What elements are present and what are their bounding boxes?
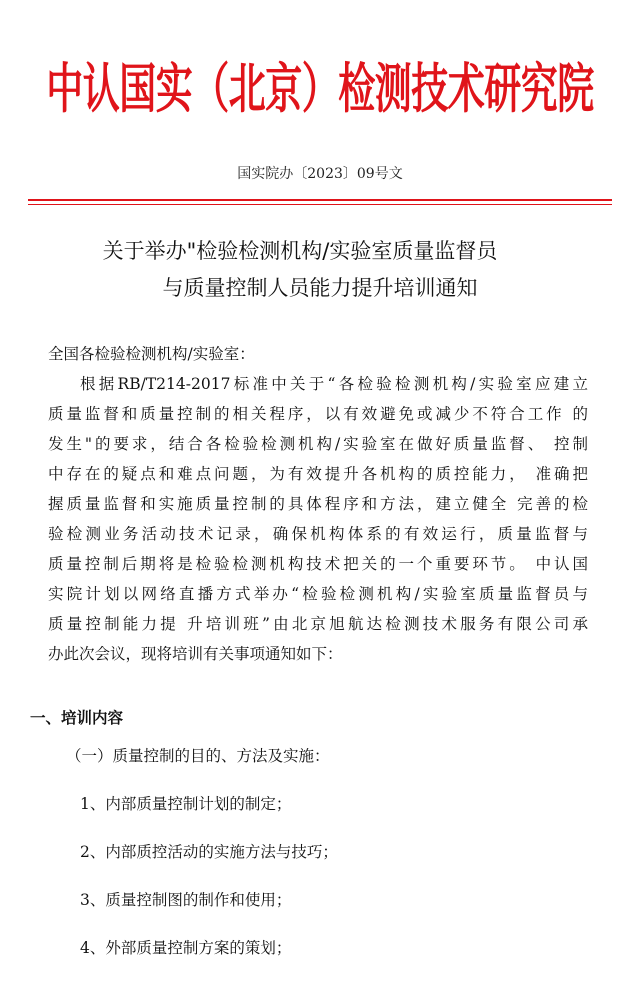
- list-item: 3、质量控制图的制作和使用；: [80, 891, 292, 909]
- intro-line: 质量控制后期将是检验检测机构技术把关的一个重要环节。 中认国: [48, 555, 588, 573]
- notice-title-line-1: 关于举办"检验检测机构/实验室质量监督员: [102, 239, 498, 263]
- masthead-title: 中认国实（北京）检测技术研究院: [46, 56, 594, 120]
- intro-line: 验检测业务活动技术记录，确保机构体系的有效运行，质量监督与: [48, 525, 588, 543]
- intro-line: 实院计划以网络直播方式举办“检验检测机构/实验室质量监督员与: [48, 585, 588, 603]
- list-item: 1、内部质量控制计划的制定；: [80, 795, 292, 813]
- list-item: 4、外部质量控制方案的策划；: [80, 939, 292, 957]
- salutation: 全国各检验检测机构/实验室：: [48, 345, 255, 363]
- intro-line: 中存在的疑点和难点问题，为有效提升各机构的质控能力， 准确把: [48, 465, 588, 483]
- list-item: 2、内部质控活动的实施方法与技巧；: [80, 843, 338, 861]
- subheading-quality-control: （一）质量控制的目的、方法及实施：: [66, 747, 330, 765]
- document-number: 国实院办〔2023〕09号文: [237, 166, 403, 182]
- intro-line: 办此次会议，现将培训有关事项通知如下：: [48, 645, 343, 663]
- notice-title-line-2: 与质量控制人员能力提升培训通知: [162, 276, 478, 300]
- intro-line: 根据RB/T214-2017标准中关于“各检验检测机构/实验室应建立: [80, 375, 588, 393]
- header-divider-thin: [28, 204, 612, 205]
- intro-line: 发生"的要求，结合各检验检测机构/实验室在做好质量监督、 控制: [48, 435, 588, 453]
- header-divider-thick: [28, 199, 612, 201]
- intro-line: 握质量监督和实施质量控制的具体程序和方法，建立健全 完善的检: [48, 495, 588, 513]
- intro-line: 质量监督和质量控制的相关程序，以有效避免或减少不符合工作 的: [48, 405, 588, 423]
- intro-line: 质量控制能力提 升培训班”由北京旭航达检测技术服务有限公司承: [48, 615, 588, 633]
- section-heading-training-content: 一、培训内容: [30, 709, 124, 727]
